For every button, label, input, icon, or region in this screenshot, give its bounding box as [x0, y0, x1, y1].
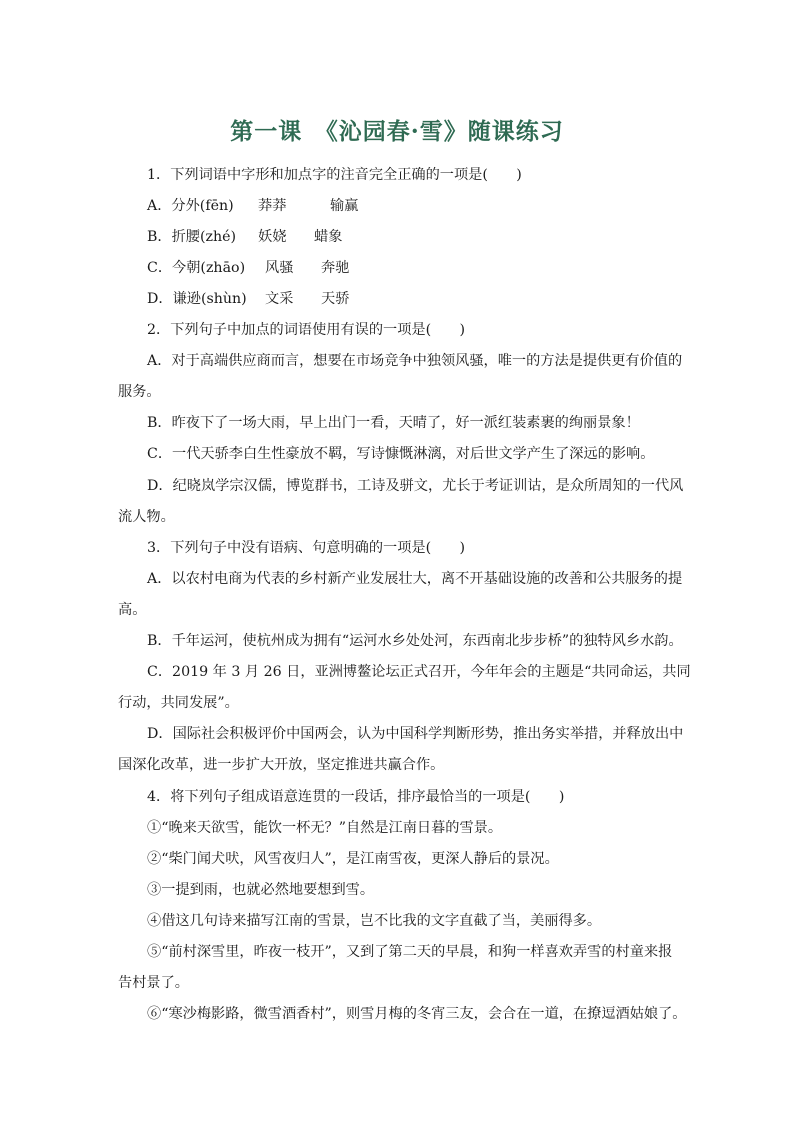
question-3-option-a: A．以农村电商为代表的乡村新产业发展壮大，离不开基础设施的改善和公共服务的提: [147, 571, 683, 587]
option-d-word-3: 天骄: [321, 291, 350, 307]
question-4-stem: 4．将下列句子组成语意连贯的一段话，排序最恰当的一项是( ): [147, 789, 565, 805]
option-c-word-1: C．今朝(zhāo): [147, 260, 246, 276]
question-1-option-b: [147, 227, 342, 247]
option-c-word-3: 奔驰: [321, 260, 350, 276]
question-3-option-c-cont: 行动，共同发展”。: [118, 695, 239, 711]
question-2-option-c: C．一代天骄李白生性豪放不羁，写诗慷慨淋漓，对后世文学产生了深远的影响。: [147, 446, 655, 462]
sentence-2: ②“柴门闻犬吠，风雪夜归人”，是江南雪夜，更深人静后的景况。: [147, 851, 559, 867]
sentence-5: ⑤“前村深雪里，昨夜一枝开”，又到了第二天的早晨，和狗一样喜欢弄雪的村童来报: [147, 944, 673, 960]
question-1-option-d: [147, 289, 349, 309]
question-2-option-d-cont: 流人物。: [118, 509, 175, 525]
question-2-option-b: B．昨夜下了一场大雨，早上出门一看，天晴了，好一派红装素裹的绚丽景象！: [147, 415, 640, 431]
question-1-option-a: [147, 196, 358, 216]
question-3-option-d-cont: 国深化改革，进一步扩大开放，坚定推进共赢合作。: [118, 757, 445, 773]
option-b-word-1: B．折腰(zhé): [147, 229, 237, 245]
question-2-stem: 2．下列句子中加点的词语使用有误的一项是( ): [147, 322, 466, 338]
question-3-option-b: B．千年运河，使杭州成为拥有“运河水乡处处河，东西南北步步桥”的独特风乡水韵。: [147, 633, 683, 649]
question-3-stem: 3．下列句子中没有语病、句意明确的一项是( ): [147, 540, 466, 556]
question-3-option-d: D．国际社会积极评价中国两会，认为中国科学判断形势，推出务实举措，并释放出中: [147, 726, 684, 742]
question-2-option-a-cont: 服务。: [118, 384, 161, 400]
option-c-word-2: 风骚: [265, 260, 294, 276]
sentence-5-cont: 告村景了。: [118, 975, 189, 991]
sentence-6: ⑥“寒沙梅影路，微雪酒香村”，则雪月梅的冬宵三友，会合在一道，在撩逗酒姑娘了。: [147, 1006, 687, 1022]
option-d-word-1: D．谦逊(shùn): [147, 291, 247, 307]
option-b-word-2: 妖娆: [258, 229, 287, 245]
option-a-word-3: 输赢: [330, 198, 359, 214]
question-2-option-a: A．对于高端供应商而言，想要在市场竞争中独领风骚，唯一的方法是提供更有价值的: [147, 353, 683, 369]
option-d-word-2: 文采: [265, 291, 294, 307]
sentence-4: ④借这几句诗来描写江南的雪景，岂不比我的文字直截了当，美丽得多。: [147, 913, 602, 929]
question-3-option-a-cont: 高。: [118, 602, 147, 618]
question-1-option-c: [147, 258, 349, 278]
page-title: 第一课 《沁园春·雪》随课练习: [230, 118, 564, 145]
question-2-option-d: D．纪晓岚学宗汉儒，博览群书，工诗及骈文，尤长于考证训诂，是众所周知的一代风: [147, 478, 684, 494]
sentence-1: ①“晚来天欲雪，能饮一杯无？”自然是江南日暮的雪景。: [147, 820, 503, 836]
question-1-stem: 1．下列词语中字形和加点字的注音完全正确的一项是( ): [147, 167, 522, 183]
option-a-word-2: 莽莽: [258, 198, 287, 214]
question-3-option-c: C．2019 年 3 月 26 日，亚洲博鳌论坛正式召开，今年年会的主题是“共同命运，共同: [147, 664, 691, 680]
option-a-word-1: A．分外(fēn): [147, 198, 234, 214]
option-b-word-3: 蜡象: [314, 229, 343, 245]
sentence-3: ③一提到雨，也就必然地要想到雪。: [147, 882, 375, 898]
